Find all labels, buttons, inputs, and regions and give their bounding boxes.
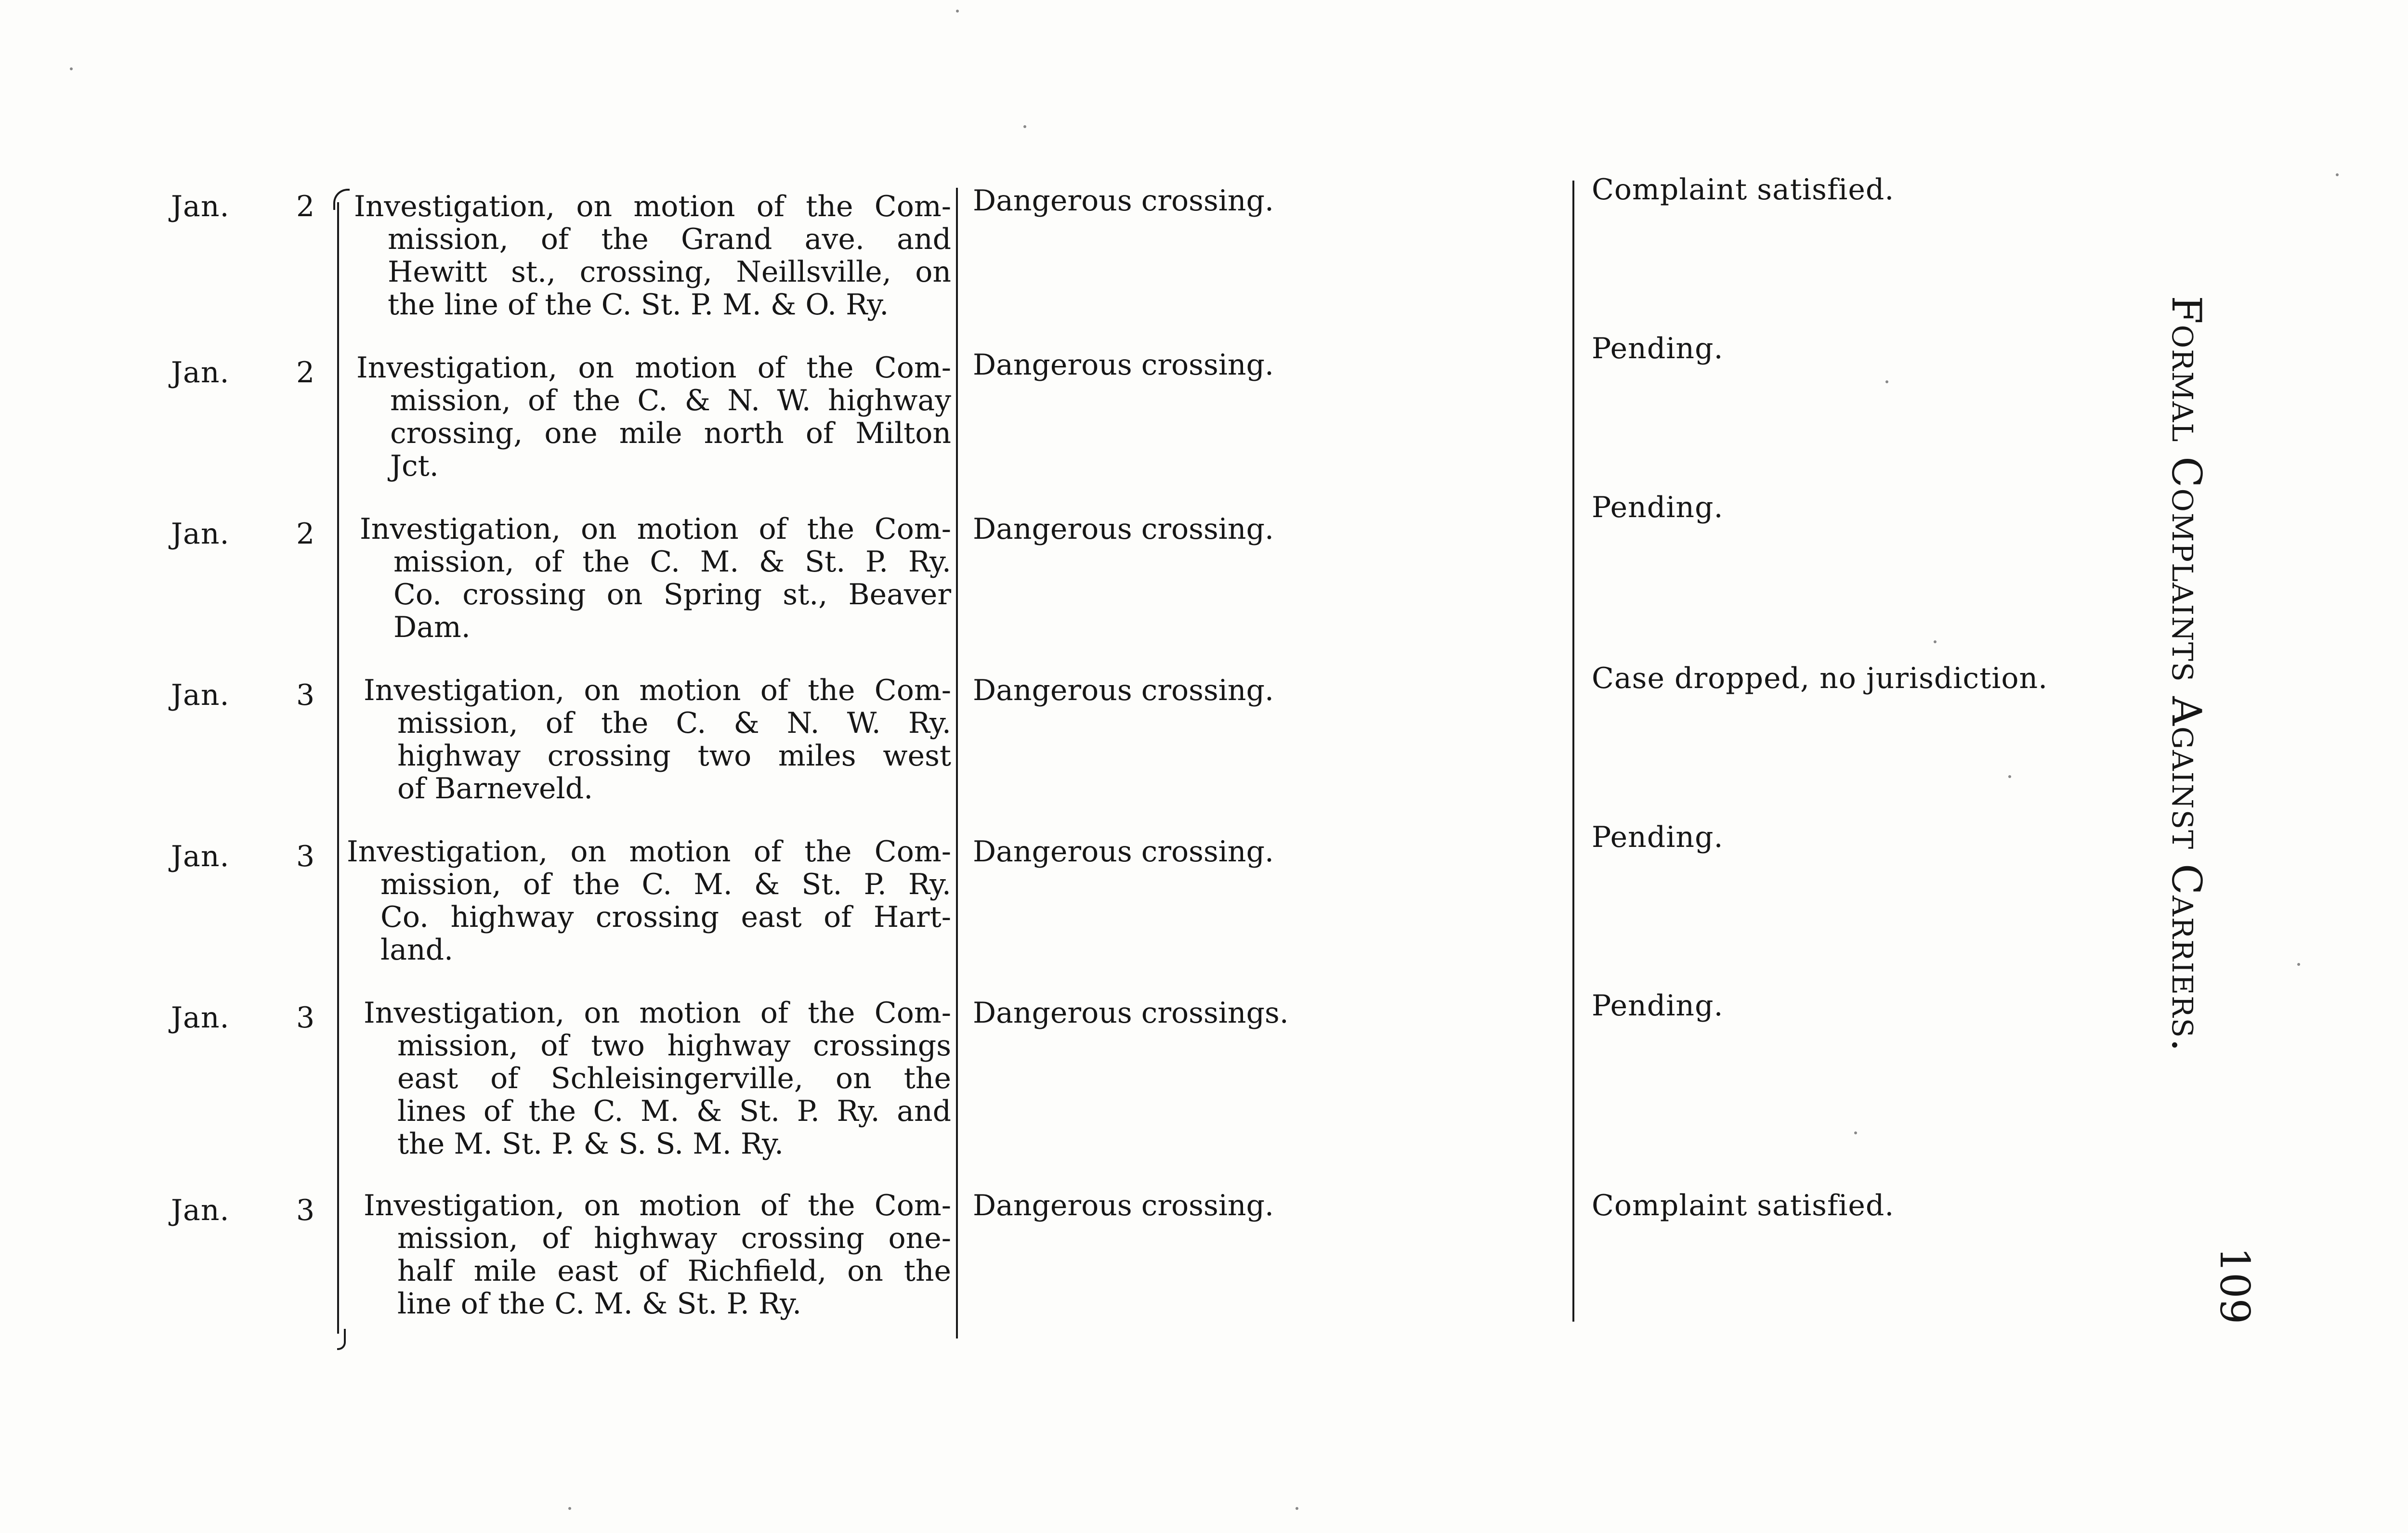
description-line: Investigation, on motion of the Com- <box>360 512 951 546</box>
entry-description <box>364 997 951 1160</box>
description-line: land. <box>380 933 454 967</box>
description-line: line of the C. M. & St. P. Ry. <box>397 1287 802 1321</box>
entry-month: Jan. <box>171 678 230 712</box>
entry-day: 3 <box>296 840 315 873</box>
scan-speck <box>2008 775 2011 778</box>
entry-disposition: Case dropped, no jurisdiction. <box>1592 662 2048 695</box>
description-line: Investigation, on motion of the Com- <box>347 835 951 869</box>
description-line: highway crossing two miles west <box>397 739 951 773</box>
scan-speck <box>568 1507 571 1510</box>
description-line: Investigation, on motion of the Com- <box>354 190 951 223</box>
scan-speck <box>1023 125 1026 128</box>
entry-day: 3 <box>296 1194 315 1227</box>
entry-day: 2 <box>296 517 315 551</box>
entry-disposition: Pending. <box>1592 820 1724 854</box>
description-line: mission, of the C. & N. W. highway <box>390 384 951 417</box>
brace-top <box>333 189 350 210</box>
entry-description <box>364 674 951 805</box>
description-line: half mile east of Richfield, on the <box>397 1254 951 1288</box>
description-line: Hewitt st., crossing, Neillsville, on <box>388 255 951 289</box>
entry-description <box>347 835 951 966</box>
scan-speck <box>956 10 959 13</box>
rule-disposition-left <box>1572 181 1574 1322</box>
entry-month: Jan. <box>171 840 230 873</box>
description-line: Investigation, on motion of the Com- <box>364 674 951 707</box>
entry-disposition: Pending. <box>1592 491 1724 524</box>
rule-description-right <box>956 188 958 1338</box>
description-line: mission, of the C. & N. W. Ry. <box>397 706 951 740</box>
entry-day: 2 <box>296 190 315 223</box>
entry-month: Jan. <box>171 356 230 390</box>
description-line: mission, of the C. M. & St. P. Ry. <box>393 545 951 579</box>
entry-description <box>360 513 951 644</box>
entry-description <box>364 1189 951 1320</box>
entry-disposition: Pending. <box>1592 989 1724 1023</box>
entry-disposition: Complaint satisfied. <box>1592 173 1895 207</box>
scan-speck <box>1885 380 1888 383</box>
description-line: of Barneveld. <box>397 772 593 805</box>
entry-nature: Dangerous crossing. <box>973 184 1274 218</box>
entry-nature: Dangerous crossing. <box>973 674 1274 707</box>
description-line: mission, of highway crossing one- <box>397 1221 951 1255</box>
entry-nature: Dangerous crossing. <box>973 1189 1274 1222</box>
description-line: the M. St. P. & S. S. M. Ry. <box>397 1127 784 1161</box>
entry-day: 3 <box>296 678 315 712</box>
entry-disposition: Complaint satisfied. <box>1592 1189 1895 1222</box>
entry-month: Jan. <box>171 1001 230 1035</box>
description-line: Jct. <box>390 449 439 483</box>
description-line: crossing, one mile north of Milton <box>390 416 951 450</box>
scan-speck <box>70 67 73 70</box>
description-line: Dam. <box>393 611 471 644</box>
description-line: lines of the C. M. & St. P. Ry. and <box>397 1094 951 1128</box>
description-line: east of Schleisingerville, on the <box>397 1062 951 1095</box>
description-line: mission, of the Grand ave. and <box>388 222 951 256</box>
entry-description <box>356 351 951 482</box>
scan-speck <box>1296 1507 1298 1510</box>
running-head: Formal Complaints Against Carriers. <box>2163 296 2210 1052</box>
entry-month: Jan. <box>171 190 230 223</box>
scan-speck <box>2336 173 2339 176</box>
description-line: Investigation, on motion of the Com- <box>356 351 951 385</box>
entry-nature: Dangerous crossing. <box>973 512 1274 546</box>
description-line: Co. crossing on Spring st., Beaver <box>393 578 951 611</box>
description-line: Co. highway crossing east of Hart- <box>380 900 951 934</box>
description-line: Investigation, on motion of the Com- <box>364 996 951 1030</box>
entry-description <box>354 190 951 321</box>
description-line: mission, of the C. M. & St. P. Ry. <box>380 868 951 901</box>
scan-speck <box>1854 1131 1857 1134</box>
rule-left <box>337 202 339 1334</box>
description-line: Investigation, on motion of the Com- <box>364 1189 951 1222</box>
entry-day: 3 <box>296 1001 315 1035</box>
entry-nature: Dangerous crossing. <box>973 348 1274 382</box>
page-number: 109 <box>2211 1247 2258 1325</box>
brace-bottom <box>337 1329 346 1350</box>
entry-nature: Dangerous crossing. <box>973 835 1274 869</box>
scan-speck <box>2297 963 2300 966</box>
description-line: the line of the C. St. P. M. & O. Ry. <box>388 288 889 322</box>
scan-speck <box>1934 640 1937 643</box>
description-line: mission, of two highway crossings <box>397 1029 951 1063</box>
entry-month: Jan. <box>171 1194 230 1227</box>
entry-month: Jan. <box>171 517 230 551</box>
entry-day: 2 <box>296 356 315 390</box>
entry-disposition: Pending. <box>1592 332 1724 365</box>
entry-nature: Dangerous crossings. <box>973 996 1289 1030</box>
